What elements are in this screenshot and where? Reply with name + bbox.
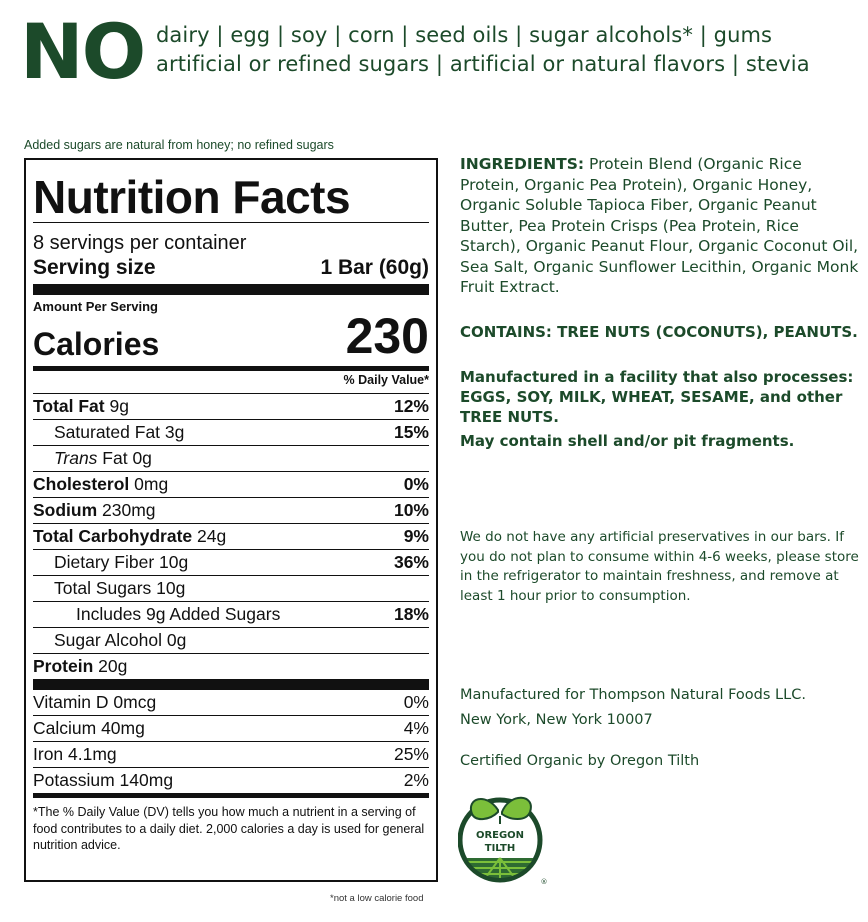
daily-value-header: % Daily Value* (343, 373, 429, 387)
nutrient-percent: 12% (393, 396, 429, 416)
vitamin-label: Potassium 140mg (33, 770, 174, 790)
excluded-ingredients-line-1: dairy | egg | soy | corn | seed oils | sugar alcohols* | gums (156, 23, 773, 47)
nutrient-row-total-carbohydrate (33, 523, 429, 549)
vitamin-label: Vitamin D 0mcg (33, 692, 157, 712)
nutrient-row-saturated-fat (33, 419, 429, 445)
nutrient-amount: Fat 0g (97, 448, 152, 468)
certification-text: Certified Organic by Oregon Tilth (460, 753, 700, 769)
vitamin-percent: 25% (393, 744, 429, 764)
nutrient-row-total-fat (33, 393, 429, 419)
ingredients-text: Protein Blend (Organic Rice Protein, Organic Pea Protein), Organic Honey, Organic Soluble Tapioca Fiber, Organic Peanut Butter, Pea Protein Crisps (Pea Protein, Rice Starch), Organic Peanut Flour, Organic Coconut Oil, Sea Salt, Organic Sunflower Lecithin, Organic Monk Fruit Extract. (460, 155, 859, 296)
nutrient-label: Sugar Alcohol 0g (54, 630, 187, 650)
low-calorie-note: *not a low calorie food (330, 893, 424, 904)
logo-text-line-1: OREGON (475, 830, 525, 841)
nutrient-row-cholesterol (33, 471, 429, 497)
servings-per-container: 8 servings per container (33, 232, 247, 254)
calories-value: 230 (345, 308, 429, 364)
nutrient-percent: 18% (393, 604, 429, 624)
storage-instructions: We do not have any artificial preservatives in our bars. If you do not plan to consume within 4-6 weeks, please store in the refrigerator to maintain freshness, and remove at least 1 hour prior to consumption. (460, 529, 859, 604)
nutrition-facts-panel (24, 158, 438, 882)
nutrient-row-total-sugars (33, 575, 429, 601)
nutrient-amount: 24g (192, 526, 227, 546)
vitamin-rows (33, 690, 429, 793)
no-heading: NO (20, 7, 145, 96)
nutrient-row-sugar-alcohol (33, 627, 429, 653)
shell-warning: May contain shell and/or pit fragments. (460, 432, 795, 450)
vitamin-percent: 4% (403, 718, 429, 738)
divider-medium (33, 793, 429, 798)
vitamin-row-calcium (33, 716, 429, 742)
nutrient-amount: 9g (104, 396, 129, 416)
serving-size-label: Serving size (33, 256, 156, 279)
ingredients-label: INGREDIENTS: (460, 155, 585, 173)
vitamin-label: Calcium 40mg (33, 718, 145, 738)
nutrient-italic-label: Trans (54, 448, 98, 468)
manufacturer-name: Manufactured for Thompson Natural Foods LLC. (460, 687, 806, 703)
nutrition-facts-title: Nutrition Facts (33, 171, 351, 223)
nutrient-label: Saturated Fat 3g (54, 422, 185, 442)
nutrient-row-sodium (33, 497, 429, 523)
oregon-tilth-logo (458, 788, 550, 888)
nutrient-rows (33, 393, 429, 679)
nutrient-label: Includes 9g Added Sugars (76, 604, 281, 624)
amount-per-serving: Amount Per Serving (33, 299, 158, 314)
allergen-contains: CONTAINS: TREE NUTS (COCONUTS), PEANUTS. (460, 323, 858, 341)
nutrient-percent: 0% (403, 474, 429, 494)
nutrient-label: Total Sugars 10g (54, 578, 186, 598)
nutrient-name: Total Carbohydrate (33, 526, 193, 546)
nutrient-name: Protein (33, 656, 94, 676)
vitamin-percent: 0% (403, 692, 429, 712)
manufacturer-address: New York, New York 10007 (460, 712, 653, 728)
calories-label: Calories (33, 326, 160, 362)
ingredients-block (460, 154, 860, 298)
daily-value-footnote: *The % Daily Value (DV) tells you how much a nutrient in a serving of food contributes to a daily diet. 2,000 calories a day is used for general nutrition advice. (33, 805, 425, 852)
nutrient-name: Total Fat (33, 396, 105, 416)
nutrient-row-trans-fat (33, 445, 429, 471)
registered-mark: ® (540, 878, 548, 886)
vitamin-percent: 2% (403, 770, 429, 790)
nutrient-percent: 10% (393, 500, 429, 520)
nutrient-row-added-sugars (33, 601, 429, 627)
nutrient-name: Sodium (33, 500, 98, 520)
serving-size-value: 1 Bar (60g) (320, 256, 429, 279)
excluded-ingredients-line-2: artificial or refined sugars | artificial or natural flavors | stevia (156, 52, 810, 76)
nutrient-amount: 20g (93, 656, 128, 676)
nutrient-percent: 36% (393, 552, 429, 572)
nutrient-percent: 9% (403, 526, 429, 546)
nutrient-label: Dietary Fiber 10g (54, 552, 189, 572)
nutrient-amount: 230mg (97, 500, 156, 520)
nutrient-row-dietary-fiber (33, 549, 429, 575)
nutrient-name: Cholesterol (33, 474, 130, 494)
vitamin-label: Iron 4.1mg (33, 744, 117, 764)
vitamin-row-potassium (33, 768, 429, 793)
added-sugars-note: Added sugars are natural from honey; no refined sugars (24, 138, 334, 152)
logo-text-line-2: TILTH (484, 843, 516, 854)
nutrient-percent: 15% (393, 422, 429, 442)
nutrient-amount: 0mg (129, 474, 169, 494)
facility-warning: Manufactured in a facility that also processes: EGGS, SOY, MILK, WHEAT, SESAME, and other TREE NUTS. (460, 368, 854, 426)
divider-thick (33, 679, 429, 690)
vitamin-row-iron (33, 742, 429, 768)
divider-thick (33, 284, 429, 295)
nutrient-row-protein (33, 653, 429, 679)
vitamin-row-vitamin-d (33, 690, 429, 716)
calories-row (33, 308, 429, 364)
serving-size-row (33, 255, 429, 281)
